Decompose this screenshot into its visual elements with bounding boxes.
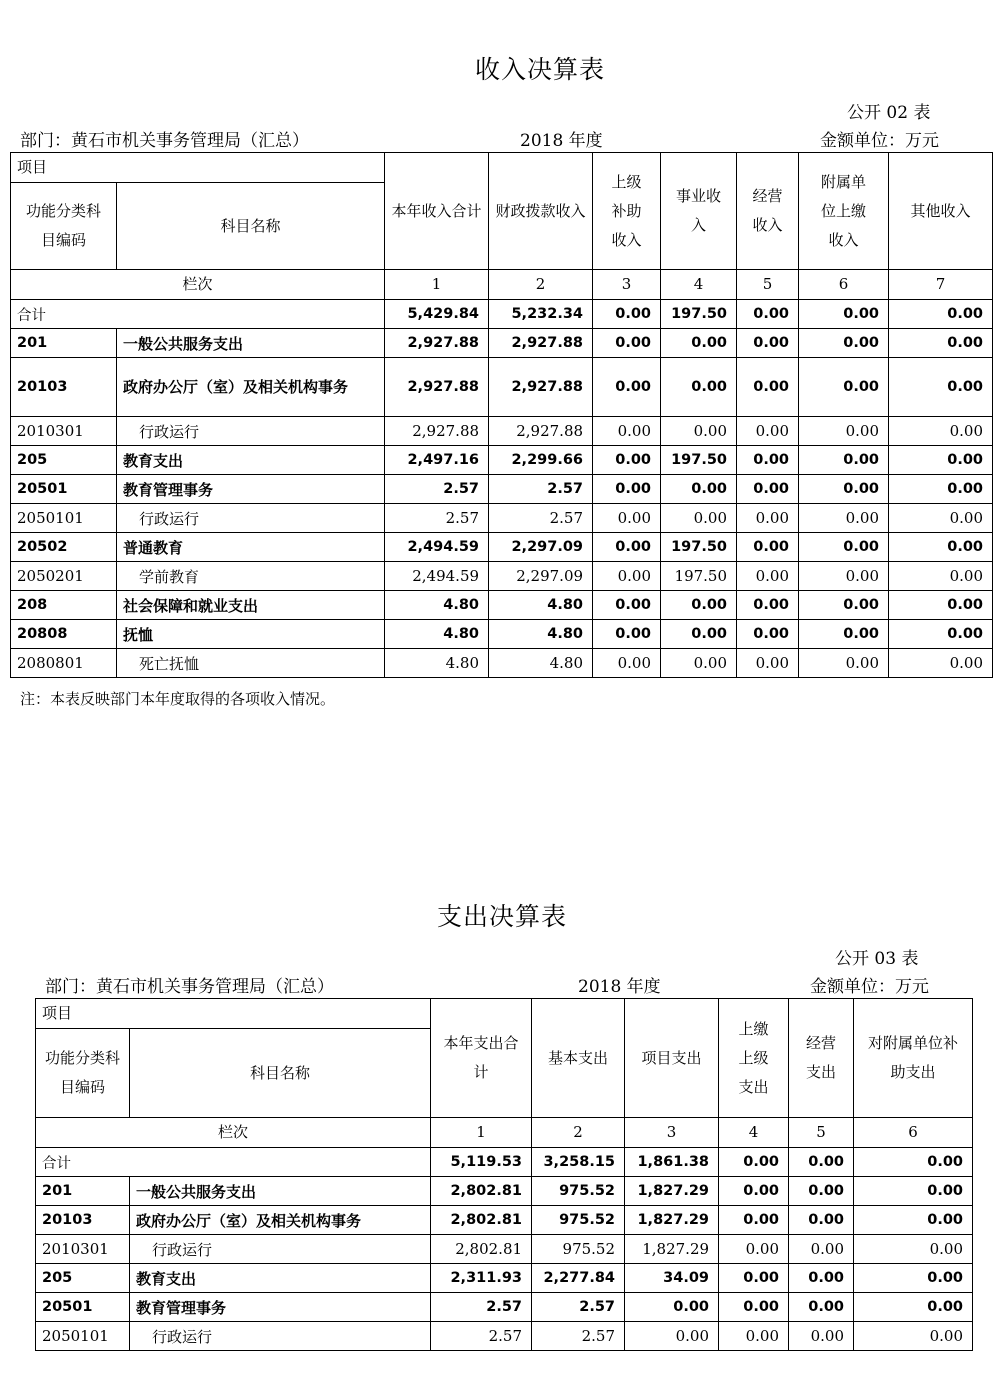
amount-cell: 0.00 [799, 562, 889, 591]
amount-cell: 0.00 [789, 1322, 854, 1351]
amount-cell: 0.00 [737, 504, 799, 533]
subject-name: 行政运行 [117, 417, 385, 446]
amount-cell: 0.00 [737, 358, 799, 417]
subject-code: 20502 [11, 533, 117, 562]
expense-header-col-3: 项目支出 [625, 999, 719, 1118]
amount-cell: 2,927.88 [385, 417, 489, 446]
expense-col-num: 6 [854, 1118, 973, 1148]
amount-cell: 0.00 [661, 620, 737, 649]
income-note: 注：本表反映部门本年度取得的各项收入情况。 [20, 690, 336, 708]
amount-cell: 2,277.84 [532, 1264, 625, 1293]
amount-cell: 0.00 [593, 358, 661, 417]
amount-cell: 975.52 [532, 1206, 625, 1235]
subject-name: 一般公共服务支出 [130, 1177, 431, 1206]
table-row [11, 649, 993, 678]
amount-cell: 0.00 [737, 475, 799, 504]
amount-cell: 0.00 [799, 417, 889, 446]
amount-cell: 0.00 [789, 1177, 854, 1206]
amount-cell: 2.57 [431, 1293, 532, 1322]
subject-code: 201 [36, 1177, 130, 1206]
subject-name: 教育支出 [130, 1264, 431, 1293]
expense-total-row [36, 1148, 973, 1177]
expense-col-num: 1 [431, 1118, 532, 1148]
expense-header-col-5: 经营支出 [789, 999, 854, 1118]
amount-cell: 4.80 [489, 649, 593, 678]
amount-cell: 0.00 [737, 620, 799, 649]
amount-cell: 0.00 [799, 358, 889, 417]
amount-cell: 0.00 [719, 1235, 789, 1264]
income-header-col-3: 上级补助收入 [593, 153, 661, 270]
table-row [11, 591, 993, 620]
subject-name: 政府办公厅（室）及相关机构事务 [117, 358, 385, 417]
amount-cell: 0.00 [737, 446, 799, 475]
amount-cell: 2,927.88 [385, 329, 489, 358]
amount-cell: 0.00 [889, 358, 993, 417]
subject-name: 社会保障和就业支出 [117, 591, 385, 620]
amount-cell: 0.00 [625, 1293, 719, 1322]
amount-cell: 0.00 [854, 1177, 973, 1206]
table-row [36, 1177, 973, 1206]
amount-cell: 2.57 [431, 1322, 532, 1351]
amount-cell: 0.00 [889, 620, 993, 649]
income-total-value: 197.50 [661, 300, 737, 329]
expense-col-num: 5 [789, 1118, 854, 1148]
amount-cell: 0.00 [625, 1322, 719, 1351]
subject-code: 20103 [36, 1206, 130, 1235]
income-header-lanci: 栏次 [11, 270, 385, 300]
income-total-value: 0.00 [593, 300, 661, 329]
amount-cell: 2,497.16 [385, 446, 489, 475]
amount-cell: 197.50 [661, 533, 737, 562]
amount-cell: 0.00 [593, 591, 661, 620]
table-row [11, 417, 993, 446]
expense-col-num: 4 [719, 1118, 789, 1148]
table-row [11, 533, 993, 562]
income-col-num: 3 [593, 270, 661, 300]
amount-cell: 0.00 [799, 591, 889, 620]
table-row [36, 1293, 973, 1322]
amount-cell: 197.50 [661, 446, 737, 475]
table-row [11, 329, 993, 358]
amount-cell: 0.00 [661, 649, 737, 678]
amount-cell: 2,494.59 [385, 533, 489, 562]
expense-total-value: 5,119.53 [431, 1148, 532, 1177]
amount-cell: 1,827.29 [625, 1235, 719, 1264]
amount-cell: 0.00 [889, 446, 993, 475]
income-header-col-4: 事业收入 [661, 153, 737, 270]
subject-name: 行政运行 [130, 1235, 431, 1264]
amount-cell: 0.00 [661, 504, 737, 533]
amount-cell: 4.80 [489, 591, 593, 620]
subject-code: 2050201 [11, 562, 117, 591]
amount-cell: 975.52 [532, 1177, 625, 1206]
expense-year: 2018 年度 [578, 977, 661, 997]
amount-cell: 0.00 [593, 417, 661, 446]
amount-cell: 2,927.88 [385, 358, 489, 417]
income-total-value: 5,232.34 [489, 300, 593, 329]
table-row [11, 475, 993, 504]
income-header-name: 科目名称 [117, 183, 385, 270]
amount-cell: 2,927.88 [489, 417, 593, 446]
amount-cell: 4.80 [385, 620, 489, 649]
amount-cell: 0.00 [789, 1293, 854, 1322]
table-row [11, 358, 993, 417]
expense-department: 部门：黄石市机关事务管理局（汇总） [45, 977, 334, 997]
amount-cell: 0.00 [889, 533, 993, 562]
amount-cell: 0.00 [854, 1293, 973, 1322]
subject-code: 20501 [36, 1293, 130, 1322]
income-total-row [11, 300, 993, 329]
amount-cell: 0.00 [799, 446, 889, 475]
amount-cell: 0.00 [799, 533, 889, 562]
amount-cell: 0.00 [737, 649, 799, 678]
amount-cell: 0.00 [593, 475, 661, 504]
amount-cell: 0.00 [799, 329, 889, 358]
amount-cell: 0.00 [593, 533, 661, 562]
subject-code: 20103 [11, 358, 117, 417]
income-header-item: 项目 [11, 153, 385, 183]
amount-cell: 0.00 [799, 475, 889, 504]
expense-header-col-1: 本年支出合计 [431, 999, 532, 1118]
amount-cell: 0.00 [593, 562, 661, 591]
amount-cell: 0.00 [737, 329, 799, 358]
subject-code: 2010301 [11, 417, 117, 446]
amount-cell: 2,802.81 [431, 1206, 532, 1235]
subject-code: 2050101 [36, 1322, 130, 1351]
amount-cell: 2,311.93 [431, 1264, 532, 1293]
expense-col-num: 3 [625, 1118, 719, 1148]
table-row [36, 1322, 973, 1351]
income-col-num: 1 [385, 270, 489, 300]
income-form-number: 公开 02 表 [847, 103, 931, 123]
amount-cell: 0.00 [661, 475, 737, 504]
income-header-code: 功能分类科目编码 [11, 183, 117, 270]
expense-header-code: 功能分类科目编码 [36, 1029, 130, 1118]
amount-cell: 2,297.09 [489, 533, 593, 562]
income-header-col-5: 经营收入 [737, 153, 799, 270]
table-row [36, 1206, 973, 1235]
expense-total-value: 3,258.15 [532, 1148, 625, 1177]
subject-name: 行政运行 [117, 504, 385, 533]
amount-cell: 0.00 [661, 329, 737, 358]
amount-cell: 1,827.29 [625, 1206, 719, 1235]
subject-code: 20808 [11, 620, 117, 649]
subject-name: 死亡抚恤 [117, 649, 385, 678]
income-total-value: 0.00 [889, 300, 993, 329]
subject-name: 学前教育 [117, 562, 385, 591]
income-col-num: 6 [799, 270, 889, 300]
subject-code: 208 [11, 591, 117, 620]
amount-cell: 0.00 [889, 504, 993, 533]
amount-cell: 2,927.88 [489, 329, 593, 358]
amount-cell: 0.00 [889, 649, 993, 678]
income-header-col-1: 本年收入合计 [385, 153, 489, 270]
amount-cell: 0.00 [593, 620, 661, 649]
subject-name: 行政运行 [130, 1322, 431, 1351]
table-row [11, 504, 993, 533]
amount-cell: 2.57 [532, 1322, 625, 1351]
subject-name: 教育管理事务 [130, 1293, 431, 1322]
income-department: 部门：黄石市机关事务管理局（汇总） [20, 131, 309, 151]
expense-header-col-4: 上缴上级支出 [719, 999, 789, 1118]
expense-total-value: 0.00 [719, 1148, 789, 1177]
amount-cell: 0.00 [799, 504, 889, 533]
expense-header-col-2: 基本支出 [532, 999, 625, 1118]
amount-cell: 0.00 [661, 591, 737, 620]
income-col-num: 5 [737, 270, 799, 300]
subject-code: 205 [11, 446, 117, 475]
expense-total-value: 1,861.38 [625, 1148, 719, 1177]
table-row [36, 1235, 973, 1264]
amount-cell: 0.00 [854, 1322, 973, 1351]
amount-cell: 0.00 [889, 417, 993, 446]
income-total-label: 合计 [11, 300, 385, 329]
amount-cell: 0.00 [593, 504, 661, 533]
subject-name: 普通教育 [117, 533, 385, 562]
amount-cell: 2,802.81 [431, 1177, 532, 1206]
amount-cell: 2,494.59 [385, 562, 489, 591]
amount-cell: 0.00 [799, 649, 889, 678]
amount-cell: 2.57 [489, 504, 593, 533]
income-table [10, 152, 993, 678]
amount-cell: 0.00 [854, 1235, 973, 1264]
expense-header-lanci: 栏次 [36, 1118, 431, 1148]
expense-header-col-6: 对附属单位补助支出 [854, 999, 973, 1118]
subject-code: 2050101 [11, 504, 117, 533]
amount-cell: 0.00 [719, 1264, 789, 1293]
expense-unit: 金额单位：万元 [810, 977, 929, 997]
subject-name: 政府办公厅（室）及相关机构事务 [130, 1206, 431, 1235]
subject-code: 2010301 [36, 1235, 130, 1264]
amount-cell: 0.00 [889, 591, 993, 620]
amount-cell: 2,927.88 [489, 358, 593, 417]
amount-cell: 0.00 [719, 1322, 789, 1351]
amount-cell: 2.57 [532, 1293, 625, 1322]
amount-cell: 1,827.29 [625, 1177, 719, 1206]
income-header-col-7: 其他收入 [889, 153, 993, 270]
amount-cell: 4.80 [489, 620, 593, 649]
subject-code: 20501 [11, 475, 117, 504]
table-row [36, 1264, 973, 1293]
amount-cell: 0.00 [799, 620, 889, 649]
amount-cell: 0.00 [889, 562, 993, 591]
amount-cell: 2,297.09 [489, 562, 593, 591]
subject-code: 205 [36, 1264, 130, 1293]
table-row [11, 620, 993, 649]
income-unit: 金额单位：万元 [820, 131, 939, 151]
income-total-value: 5,429.84 [385, 300, 489, 329]
amount-cell: 0.00 [854, 1206, 973, 1235]
table-row [11, 562, 993, 591]
amount-cell: 4.80 [385, 591, 489, 620]
subject-name: 一般公共服务支出 [117, 329, 385, 358]
expense-header-name: 科目名称 [130, 1029, 431, 1118]
expense-total-label: 合计 [36, 1148, 431, 1177]
expense-title: 支出决算表 [437, 902, 568, 931]
subject-name: 教育支出 [117, 446, 385, 475]
amount-cell: 0.00 [661, 358, 737, 417]
amount-cell: 0.00 [593, 446, 661, 475]
amount-cell: 975.52 [532, 1235, 625, 1264]
expense-col-num: 2 [532, 1118, 625, 1148]
table-row [11, 446, 993, 475]
amount-cell: 2.57 [385, 504, 489, 533]
amount-cell: 197.50 [661, 562, 737, 591]
amount-cell: 0.00 [593, 649, 661, 678]
amount-cell: 0.00 [889, 475, 993, 504]
amount-cell: 2.57 [385, 475, 489, 504]
income-header-col-6: 附属单位上缴收入 [799, 153, 889, 270]
amount-cell: 0.00 [789, 1235, 854, 1264]
amount-cell: 4.80 [385, 649, 489, 678]
income-total-value: 0.00 [799, 300, 889, 329]
amount-cell: 0.00 [719, 1177, 789, 1206]
income-col-num: 2 [489, 270, 593, 300]
amount-cell: 0.00 [719, 1206, 789, 1235]
income-title: 收入决算表 [475, 55, 606, 84]
expense-header-item: 项目 [36, 999, 431, 1029]
expense-total-value: 0.00 [854, 1148, 973, 1177]
subject-code: 2080801 [11, 649, 117, 678]
amount-cell: 0.00 [789, 1264, 854, 1293]
expense-total-value: 0.00 [789, 1148, 854, 1177]
amount-cell: 0.00 [737, 562, 799, 591]
expense-form-number: 公开 03 表 [835, 949, 919, 969]
amount-cell: 0.00 [593, 329, 661, 358]
amount-cell: 0.00 [889, 329, 993, 358]
income-year: 2018 年度 [520, 131, 603, 151]
income-total-value: 0.00 [737, 300, 799, 329]
subject-name: 抚恤 [117, 620, 385, 649]
income-header-col-2: 财政拨款收入 [489, 153, 593, 270]
amount-cell: 0.00 [737, 591, 799, 620]
income-col-num: 4 [661, 270, 737, 300]
subject-code: 201 [11, 329, 117, 358]
expense-table [35, 998, 973, 1351]
amount-cell: 2,802.81 [431, 1235, 532, 1264]
amount-cell: 0.00 [737, 417, 799, 446]
income-col-num: 7 [889, 270, 993, 300]
amount-cell: 0.00 [789, 1206, 854, 1235]
amount-cell: 0.00 [719, 1293, 789, 1322]
amount-cell: 0.00 [661, 417, 737, 446]
amount-cell: 0.00 [854, 1264, 973, 1293]
amount-cell: 2.57 [489, 475, 593, 504]
amount-cell: 2,299.66 [489, 446, 593, 475]
amount-cell: 34.09 [625, 1264, 719, 1293]
amount-cell: 0.00 [737, 533, 799, 562]
subject-name: 教育管理事务 [117, 475, 385, 504]
